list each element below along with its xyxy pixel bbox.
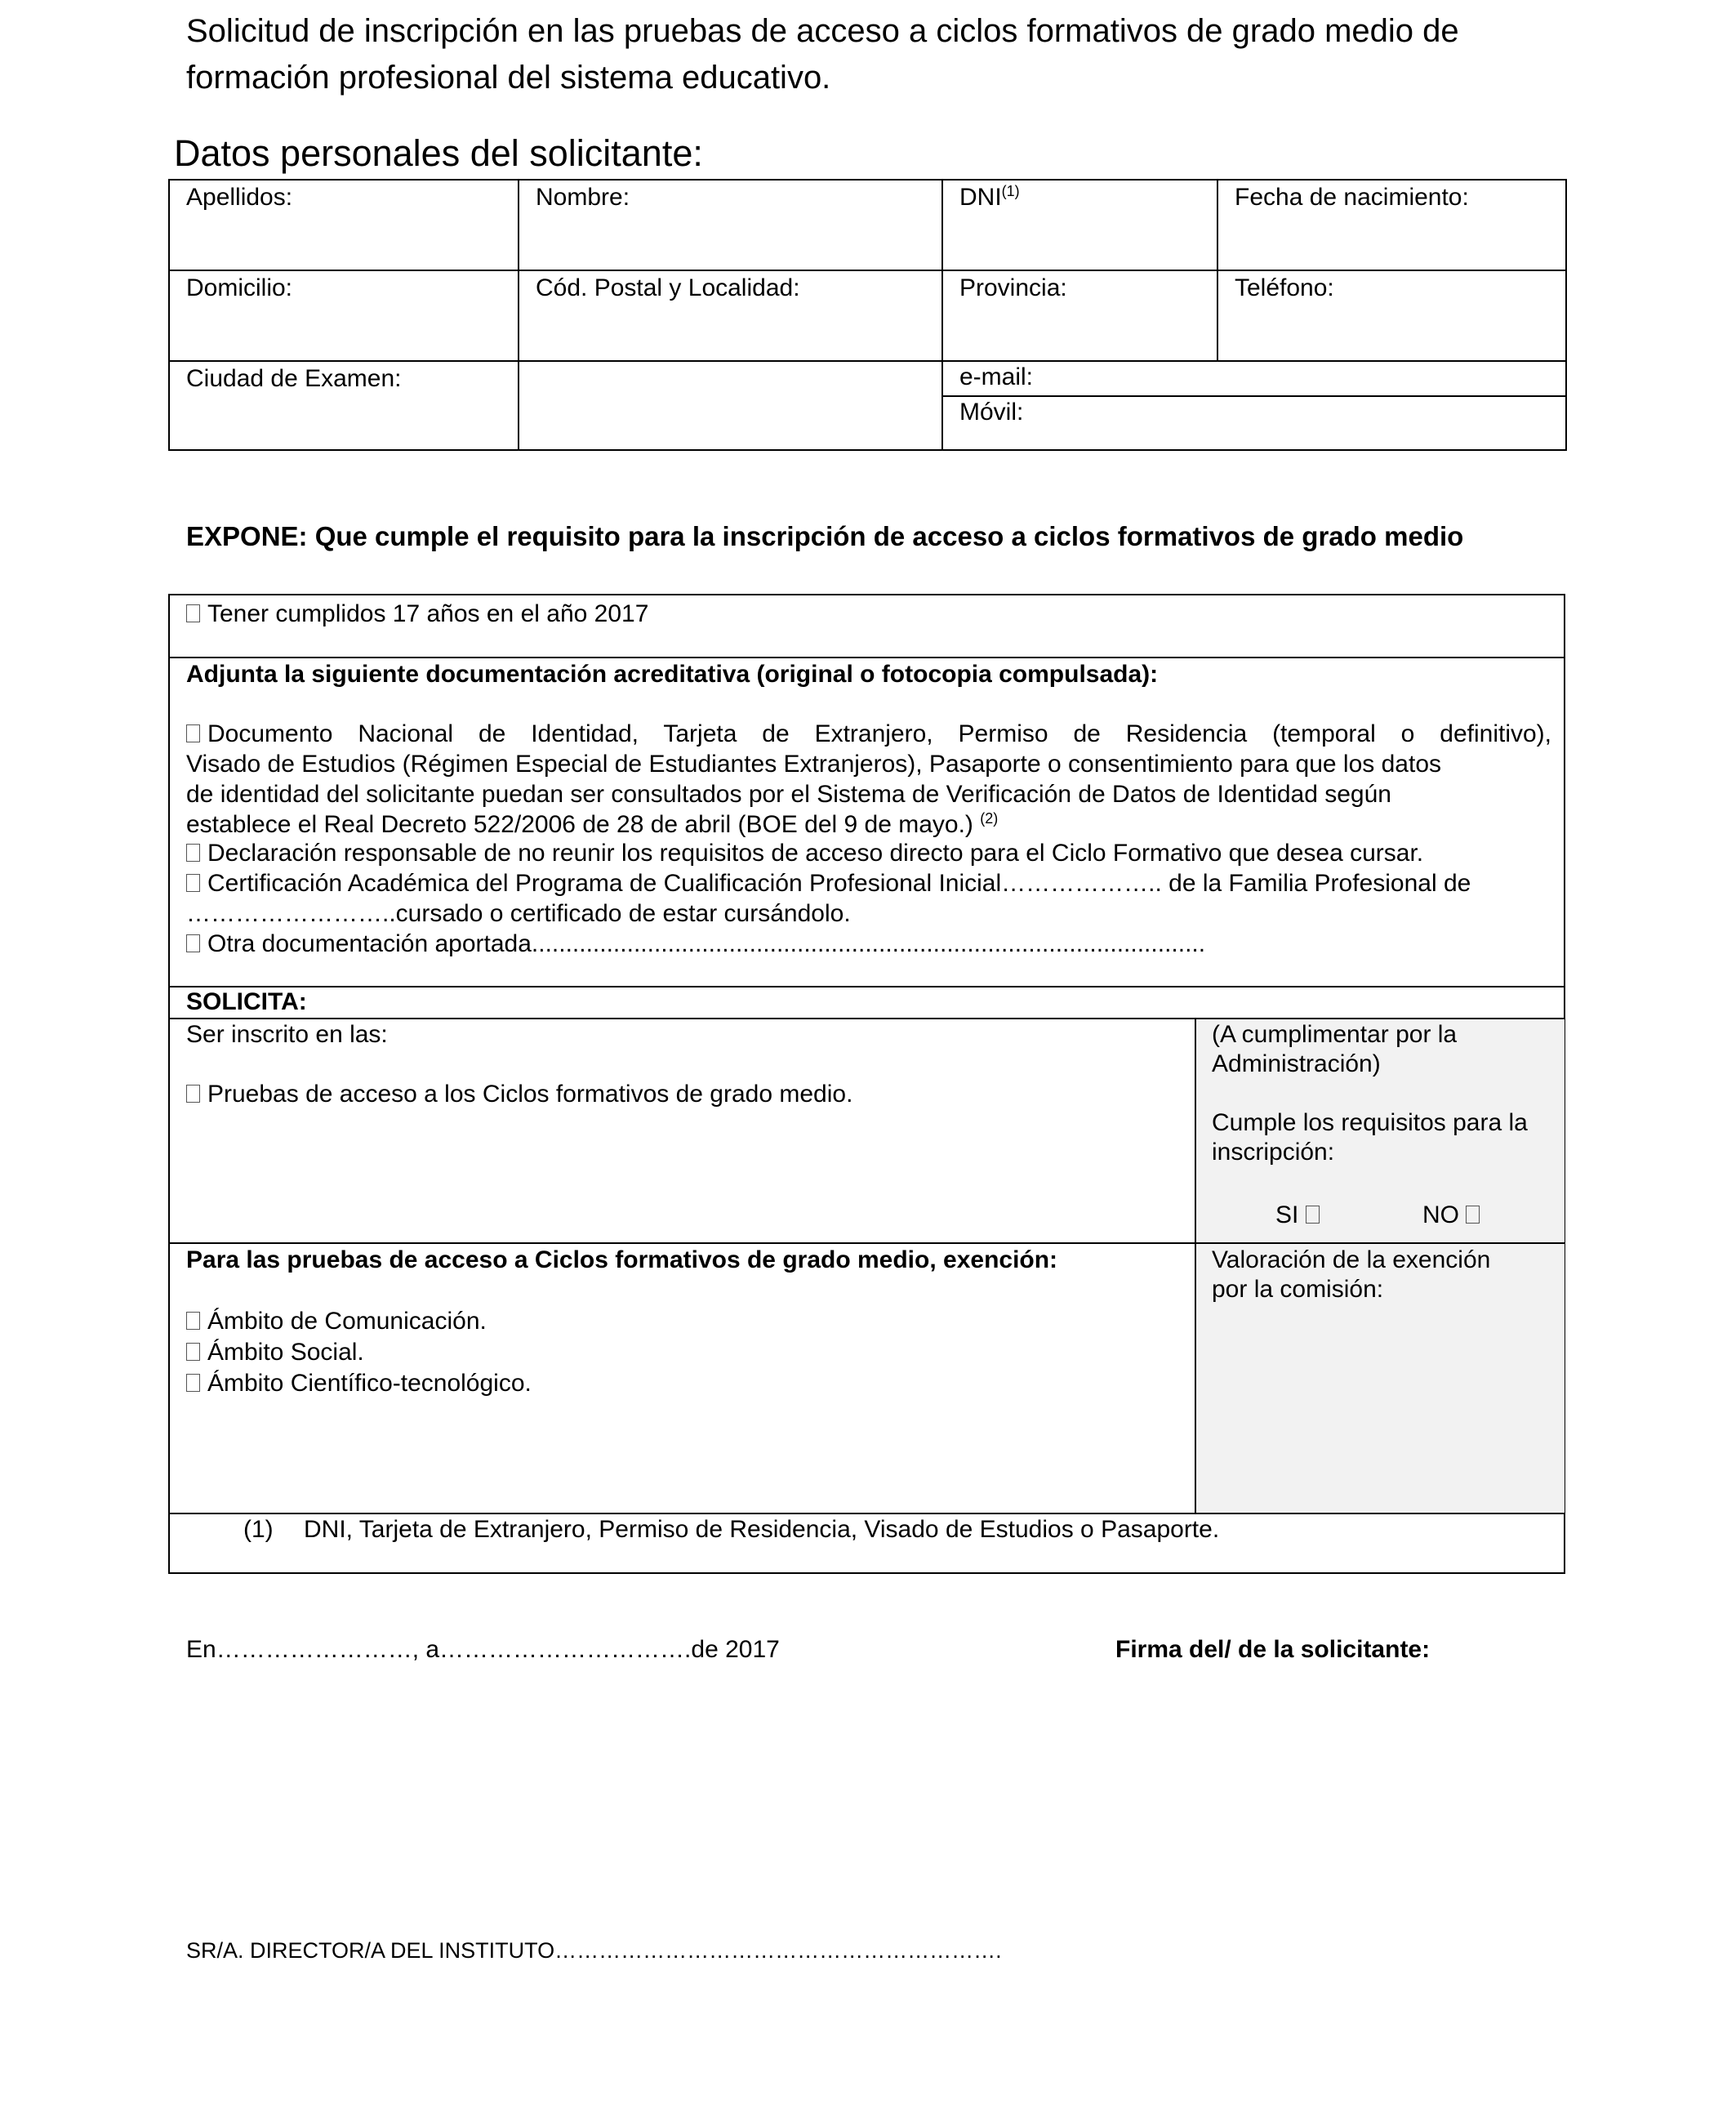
checkbox-icon[interactable]	[186, 724, 200, 742]
requisito-label: Tener cumplidos 17 años en el año 2017	[207, 600, 649, 627]
divider	[168, 1018, 1565, 1019]
firma-label: Firma del/ de la solicitante:	[1115, 1636, 1431, 1663]
ambitos-list	[186, 1306, 532, 1399]
divider	[168, 657, 1565, 658]
checkbox-icon[interactable]	[186, 1312, 200, 1330]
doc2-label: Declaración responsable de no reunir los requisitos de acceso directo para el Ciclo Formativo que desea cursar.	[207, 840, 1424, 867]
ambito-cientifico-label: Ámbito Científico-tecnológico.	[207, 1370, 532, 1397]
doc-otra-option[interactable]	[186, 929, 1205, 959]
divider	[168, 1242, 1565, 1244]
doc1-line-4: establece el Real Decreto 522/2006 de 28 de abril (BOE del 9 de mayo.)	[186, 811, 973, 838]
ambito-cientifico-option[interactable]	[186, 1368, 532, 1399]
checkbox-icon[interactable]	[186, 1374, 200, 1392]
doc-certificacion-option[interactable]	[186, 868, 1471, 929]
ambito-comunicacion-label: Ámbito de Comunicación.	[207, 1308, 487, 1335]
table-row	[169, 361, 1566, 396]
provincia-field[interactable]	[942, 270, 1217, 361]
table-row	[169, 180, 1566, 270]
checkbox-icon[interactable]	[1466, 1206, 1480, 1224]
dni-field[interactable]	[942, 180, 1217, 270]
si-label: SI	[1275, 1201, 1299, 1228]
movil-label: Móvil:	[959, 399, 1024, 426]
pruebas-option[interactable]	[186, 1080, 852, 1109]
exencion-title: Para las pruebas de acceso a Ciclos formativos de grado medio, exención:	[186, 1246, 1058, 1273]
no-label: NO	[1422, 1201, 1459, 1228]
director-line: SR/A. DIRECTOR/A DEL INSTITUTO…………………………………………………….	[186, 1938, 1002, 1963]
doc-declaracion-option[interactable]	[186, 838, 1423, 868]
checkbox-icon[interactable]	[186, 1085, 200, 1103]
telefono-field[interactable]	[1217, 270, 1566, 361]
fecha-nacimiento-label: Fecha de nacimiento:	[1235, 184, 1469, 211]
footnote-text: DNI, Tarjeta de Extranjero, Permiso de Residencia, Visado de Estudios o Pasaporte.	[304, 1516, 1220, 1543]
checkbox-icon[interactable]	[186, 874, 200, 892]
footnote-number: (1)	[243, 1516, 274, 1543]
place-date-line[interactable]: En……………………, a………………………….de 2017	[186, 1636, 780, 1663]
cumple-line-2: inscripción:	[1212, 1139, 1335, 1166]
doc-dni-option[interactable]	[186, 719, 1551, 840]
checkbox-icon[interactable]	[186, 1343, 200, 1361]
cumple-requisitos	[1212, 1108, 1528, 1167]
doc3-line-1: Certificación Académica del Programa de Cualificación Profesional Inicial……………….. de la Familia Profesional de	[207, 870, 1471, 897]
ambito-comunicacion-option[interactable]	[186, 1306, 532, 1337]
doc3-line-2: ……………………..cursado o certificado de estar cursándolo.	[186, 900, 851, 927]
ambito-social-label: Ámbito Social.	[207, 1339, 364, 1366]
cod-postal-field[interactable]	[519, 270, 942, 361]
domicilio-field[interactable]	[169, 270, 519, 361]
checkbox-icon[interactable]	[186, 844, 200, 862]
pruebas-label: Pruebas de acceso a los Ciclos formativos de grado medio.	[207, 1081, 853, 1108]
ser-inscrito-label: Ser inscrito en las:	[186, 1021, 388, 1048]
provincia-label: Provincia:	[959, 274, 1067, 301]
doc1-line-3: de identidad del solicitante puedan ser consultados por el Sistema de Verificación de Datos de Identidad según	[186, 781, 1391, 808]
email-label: e-mail:	[959, 363, 1034, 390]
title-line-1: Solicitud de inscripción en las pruebas de acceso a ciclos formativos de grado medio de	[186, 13, 1459, 49]
ciudad-examen-value[interactable]	[519, 361, 942, 450]
nombre-label: Nombre:	[536, 184, 630, 211]
cod-postal-label: Cód. Postal y Localidad:	[536, 274, 800, 301]
movil-field[interactable]	[942, 396, 1566, 450]
telefono-label: Teléfono:	[1235, 274, 1334, 301]
nombre-field[interactable]	[519, 180, 942, 270]
valoracion-note	[1212, 1246, 1490, 1304]
admin-line-1: (A cumplimentar por la	[1212, 1021, 1458, 1048]
expone-statement: EXPONE: Que cumple el requisito para la inscripción de acceso a ciclos formativos de grado medio	[186, 521, 1464, 551]
fecha-nacimiento-field[interactable]	[1217, 180, 1566, 270]
checkbox-icon[interactable]	[186, 934, 200, 952]
ciudad-examen-label: Ciudad de Examen:	[186, 365, 402, 392]
no-option[interactable]	[1422, 1201, 1487, 1230]
divider	[168, 986, 1565, 987]
valoracion-line-2: por la comisión:	[1212, 1276, 1384, 1303]
checkbox-icon[interactable]	[1306, 1206, 1320, 1224]
email-field[interactable]	[942, 361, 1566, 396]
admin-line-2: Administración)	[1212, 1050, 1381, 1077]
admin-note	[1212, 1020, 1457, 1079]
personal-data-table	[168, 179, 1567, 451]
doc1-line-1: Documento Nacional de Identidad, Tarjeta de Extranjero, Permiso de Residencia (temporal o definitivo),	[207, 720, 1551, 747]
valoracion-line-1: Valoración de la exención	[1212, 1246, 1491, 1273]
cumple-line-1: Cumple los requisitos para la	[1212, 1109, 1528, 1136]
ambito-social-option[interactable]	[186, 1337, 532, 1368]
divider	[1195, 1018, 1196, 1513]
table-row	[169, 270, 1566, 361]
divider	[168, 1513, 1565, 1514]
doc1-footnote-ref: (2)	[980, 810, 999, 827]
solicita-title: SOLICITA:	[186, 988, 307, 1015]
dni-label: DNI	[959, 184, 1002, 211]
doc4-label: Otra documentación aportada...................................................................................................	[207, 930, 1206, 957]
ciudad-examen-field[interactable]	[169, 361, 519, 450]
adjunta-title: Adjunta la siguiente documentación acreditativa (original o fotocopia compulsada):	[186, 661, 1159, 688]
document-title	[186, 8, 1615, 101]
section-title-personal: Datos personales del solicitante:	[174, 132, 703, 174]
apellidos-field[interactable]	[169, 180, 519, 270]
doc1-line-2: Visado de Estudios (Régimen Especial de Estudiantes Extranjeros), Pasaporte o consentimiento para que los datos	[186, 751, 1442, 778]
dni-footnote-ref: (1)	[1001, 183, 1020, 199]
checkbox-icon[interactable]	[186, 604, 200, 622]
domicilio-label: Domicilio:	[186, 274, 293, 301]
apellidos-label: Apellidos:	[186, 184, 293, 211]
requisito-option[interactable]	[186, 600, 648, 629]
title-line-2: formación profesional del sistema educativo.	[186, 60, 831, 96]
si-option[interactable]	[1275, 1201, 1327, 1230]
